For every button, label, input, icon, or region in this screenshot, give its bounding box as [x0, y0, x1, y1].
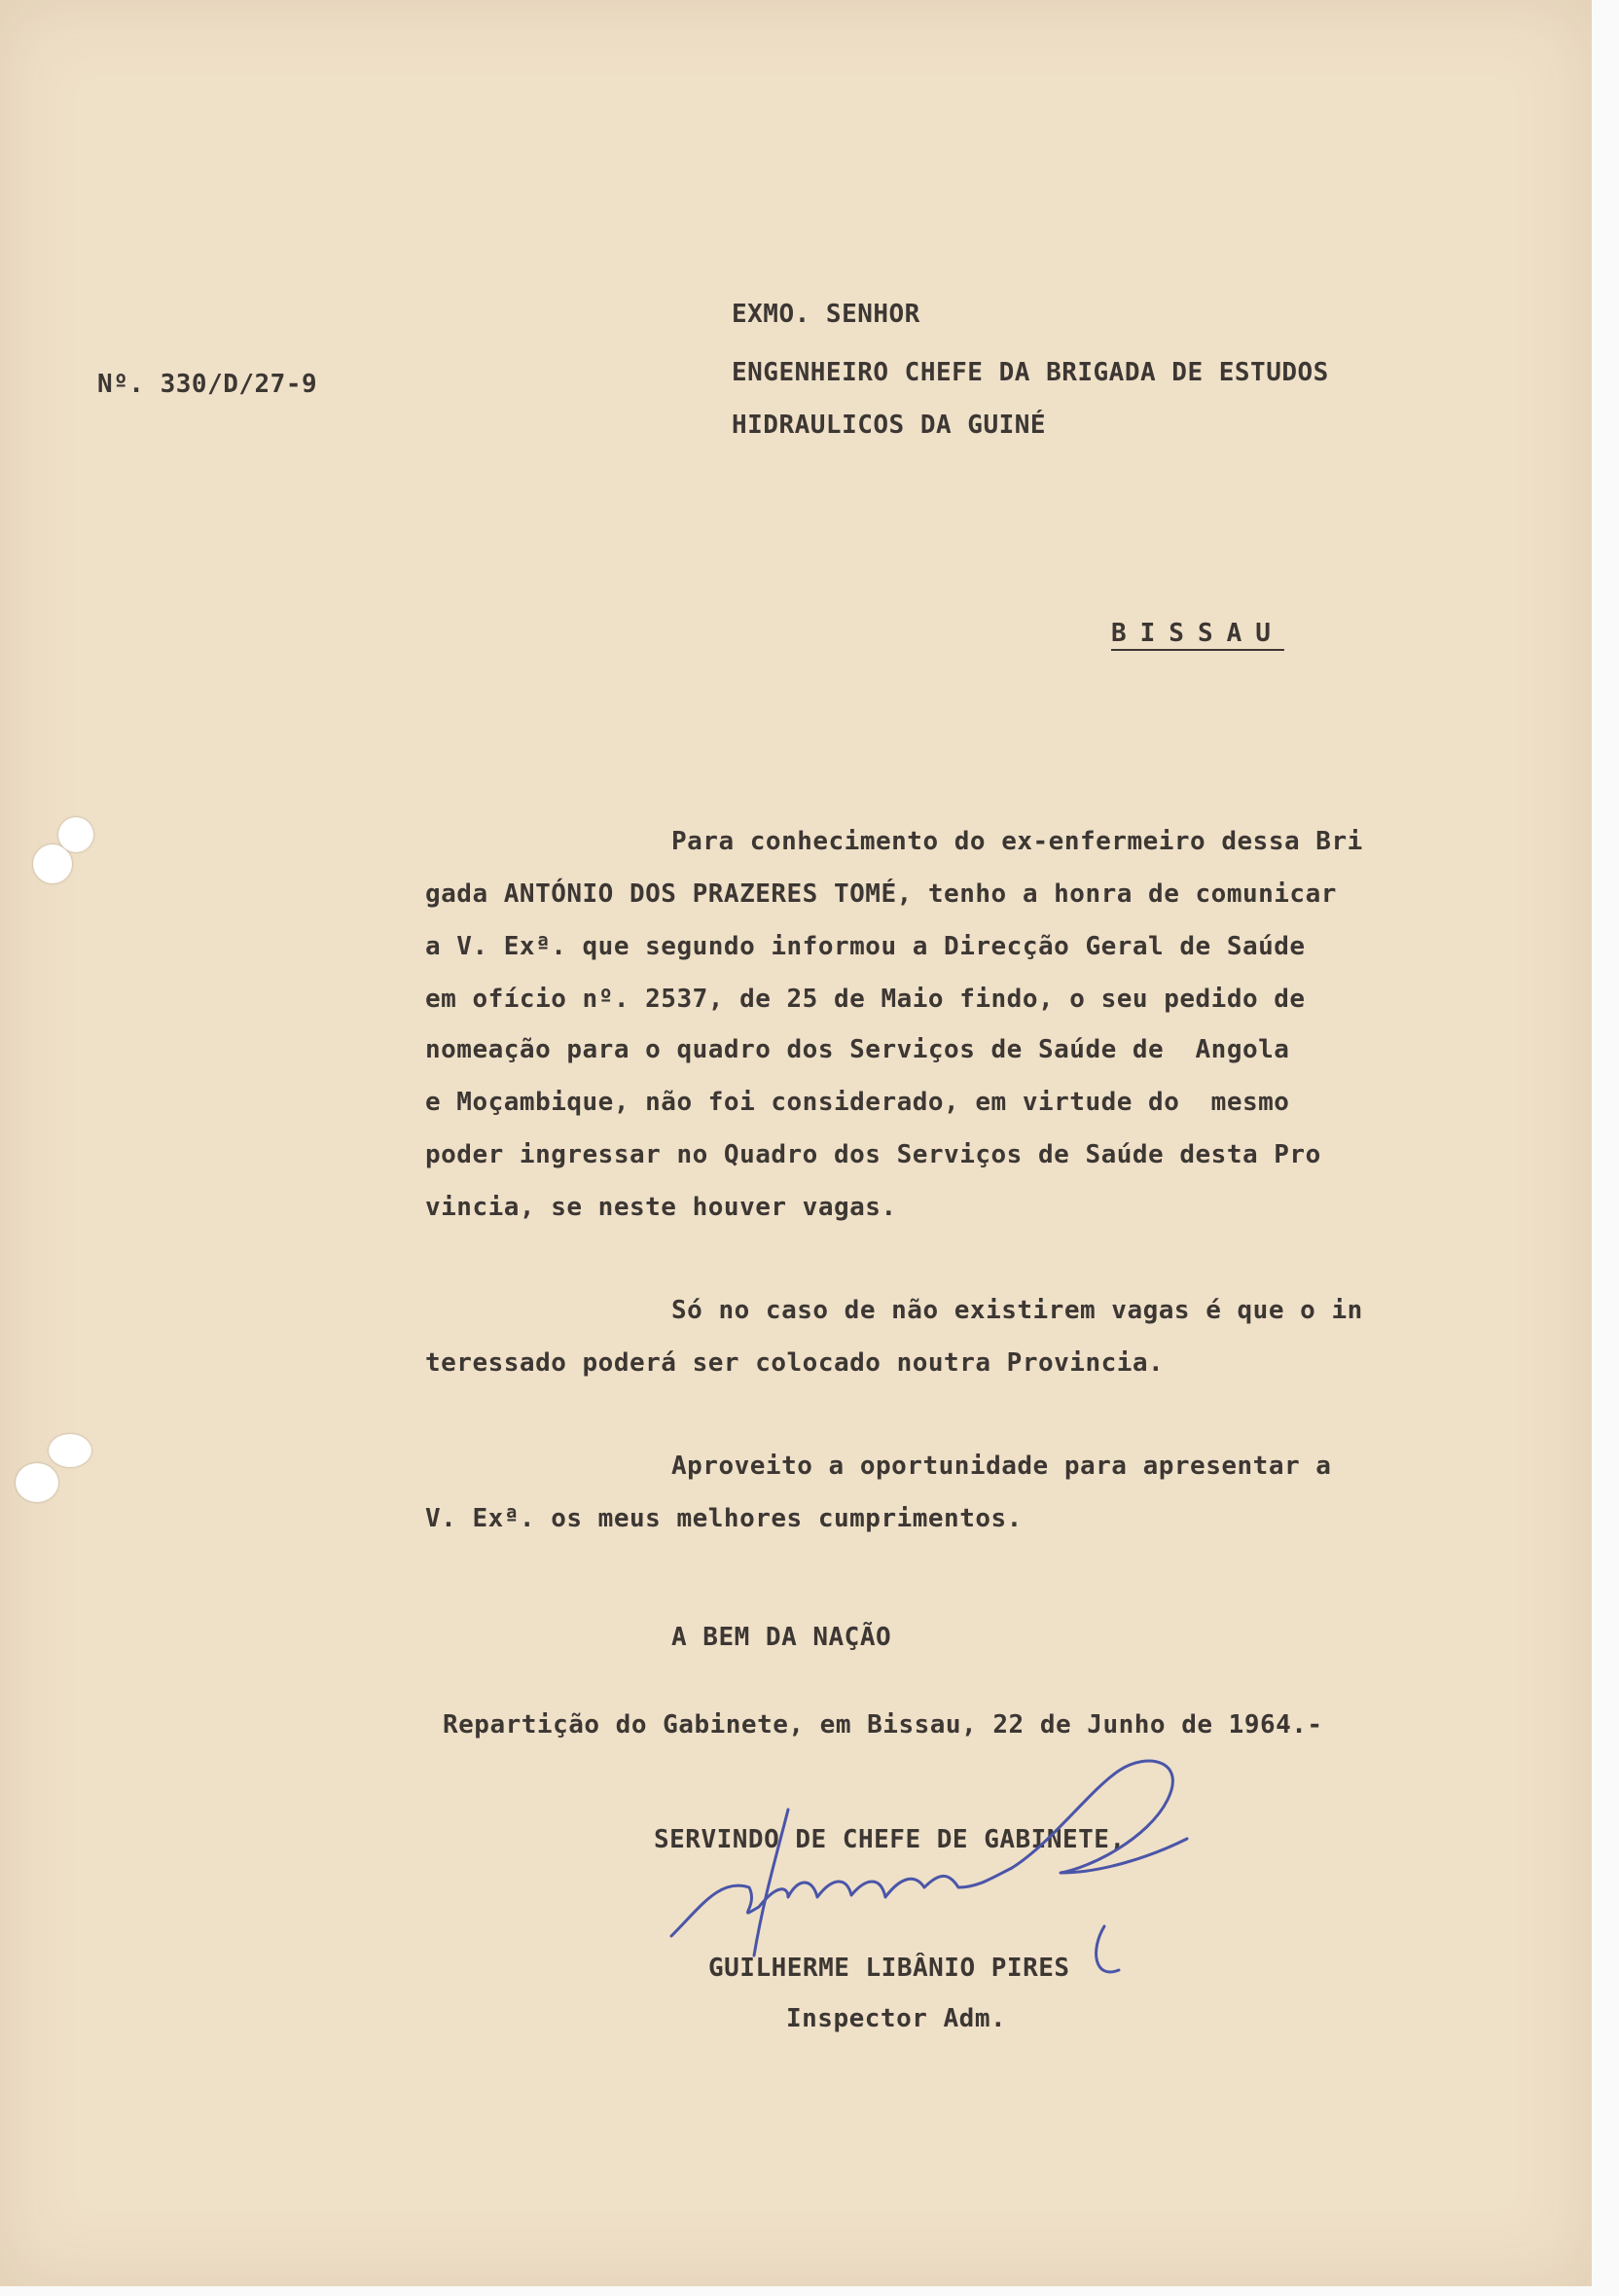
body-p1-line-2: gada ANTÓNIO DOS PRAZERES TOMÉ, tenho a honra de comunicar — [425, 879, 1337, 909]
addressee-line-3: HIDRAULICOS DA GUINÉ — [732, 411, 1047, 440]
body-p1-line-6: e Moçambique, não foi considerado, em virtude do mesmo — [425, 1088, 1290, 1117]
scan-bottom-margin — [0, 2286, 1619, 2296]
punch-hole-upper-2 — [58, 817, 93, 852]
reference-number: Nº. 330/D/27-9 — [97, 370, 318, 399]
body-p1-line-7: poder ingressar no Quadro dos Serviços de Saúde desta Pro — [425, 1140, 1321, 1169]
body-p2-line-1: Só no caso de não existirem vagas é que o in — [671, 1296, 1363, 1325]
body-p1-line-8: vincia, se neste houver vagas. — [425, 1193, 897, 1222]
body-p1-line-1: Para conhecimento do ex-enfermeiro dessa Bri — [671, 827, 1363, 856]
punch-hole-upper — [33, 844, 72, 883]
addressee-line-2: ENGENHEIRO CHEFE DA BRIGADA DE ESTUDOS — [732, 358, 1329, 387]
date-line: Repartição do Gabinete, em Bissau, 22 de Junho de 1964.- — [443, 1710, 1323, 1740]
signer-role: Inspector Adm. — [786, 2004, 1007, 2033]
city-heading: BISSAU — [1111, 619, 1284, 648]
scan-right-margin — [1592, 0, 1619, 2296]
body-p1-line-3: a V. Exª. que segundo informou a Direcção Geral de Saúde — [425, 932, 1306, 961]
body-p1-line-5: nomeação para o quadro dos Serviços de Saúde de Angola — [425, 1035, 1290, 1064]
closing-motto: A BEM DA NAÇÃO — [671, 1623, 892, 1652]
punch-hole-lower-2 — [49, 1434, 91, 1467]
signer-title: SERVINDO DE CHEFE DE GABINETE, — [654, 1825, 1126, 1854]
addressee-line-1: EXMO. SENHOR — [732, 300, 920, 329]
body-p3-line-1: Aproveito a oportunidade para apresentar a — [671, 1452, 1332, 1481]
body-p1-line-4: em ofício nº. 2537, de 25 de Maio findo, o seu pedido de — [425, 985, 1306, 1014]
handwritten-signature — [642, 1751, 1323, 2004]
punch-hole-lower — [16, 1463, 58, 1502]
body-p3-line-2: V. Exª. os meus melhores cumprimentos. — [425, 1504, 1023, 1533]
signer-name: GUILHERME LIBÂNIO PIRES — [708, 1954, 1070, 1983]
body-p2-line-2: teressado poderá ser colocado noutra Provincia. — [425, 1348, 1165, 1378]
